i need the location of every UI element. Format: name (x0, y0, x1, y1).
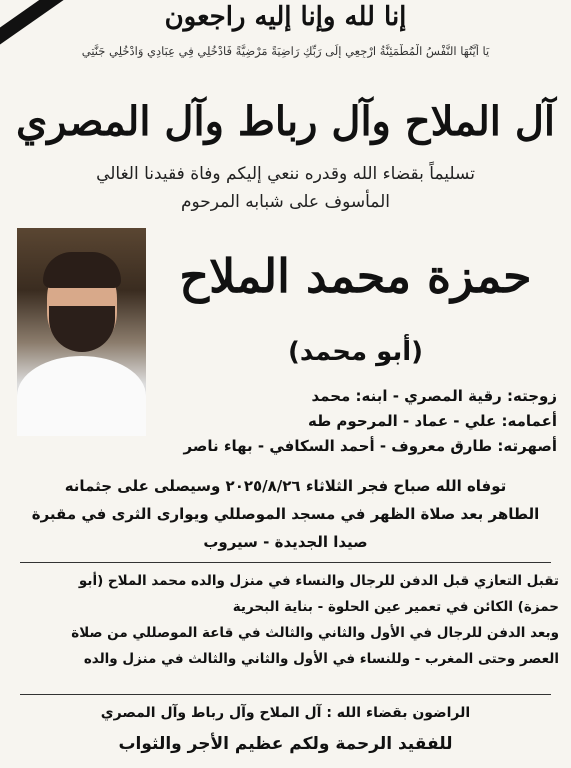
relatives-list (147, 384, 557, 459)
deceased-photo (17, 228, 146, 436)
death-line: توفاه الله صباح فجر الثلاثاء ٢٠٢٥/٨/٢٦ وسيصلى على جثمانه (64, 477, 507, 495)
relatives-line: أصهرته: طارق معروف - أحمد السكافي - بهاء ناصر (183, 437, 557, 455)
divider (20, 562, 551, 563)
death-line: الطاهر بعد صلاة الظهر في مسجد الموصللي ويوارى الثرى في مقبرة (31, 505, 540, 523)
header-verse: إنا لله وإنا إليه راجعون (164, 2, 407, 32)
condolence-line: وبعد الدفن للرجال في الأول والثاني والثالث في قاعة الموصللي من صلاة (71, 625, 559, 641)
deceased-name: حمزة محمد الملاح (179, 249, 532, 303)
intro-text (20, 160, 551, 216)
divider (20, 694, 551, 695)
intro-line: المأسوف على شبابه المرحوم (180, 192, 391, 212)
condolences (12, 568, 559, 672)
quran-verse: يَا أَيَّتُهَا النَّفْسُ الْمُطْمَئِنَّةُ ارْجِعِي إِلَى رَبِّكِ رَاضِيَةً مَرْضِيَّةً فَادْخُلِي فِي عِبَادِي وَادْخُلِي جَنَّتِي (81, 44, 490, 58)
mourners-line: الراضون بقضاء الله : آل الملاح وآل رباط وآل المصري (100, 705, 471, 721)
intro-line: تسليماً بقضاء الله وقدره ننعي إليكم وفاة فقيدنا الغالي (96, 164, 475, 184)
condolence-line: تقبل التعازي قبل الدفن للرجال والنساء في منزل والده محمد الملاح (أبو (78, 573, 559, 589)
death-line: صيدا الجديدة - سيروب (203, 533, 368, 551)
closing-line: للفقيد الرحمة ولكم عظيم الأجر والثواب (118, 734, 453, 754)
condolence-line: العصر وحتى المغرب - وللنساء في الأول والثاني والثالث في منزل والده (83, 651, 559, 667)
relatives-line: أعمامه: علي - عماد - المرحوم طه (307, 412, 557, 430)
relatives-line: زوجته: رقية المصري - ابنه: محمد (311, 387, 557, 405)
families-title: آل الملاح وآل رباط وآل المصري (15, 98, 556, 145)
condolence-line: حمزة) الكائن في تعمير عين الحلوة - بناية البحرية (232, 599, 559, 615)
deceased-nickname: (أبو محمد) (287, 337, 424, 367)
death-notice (14, 472, 557, 556)
